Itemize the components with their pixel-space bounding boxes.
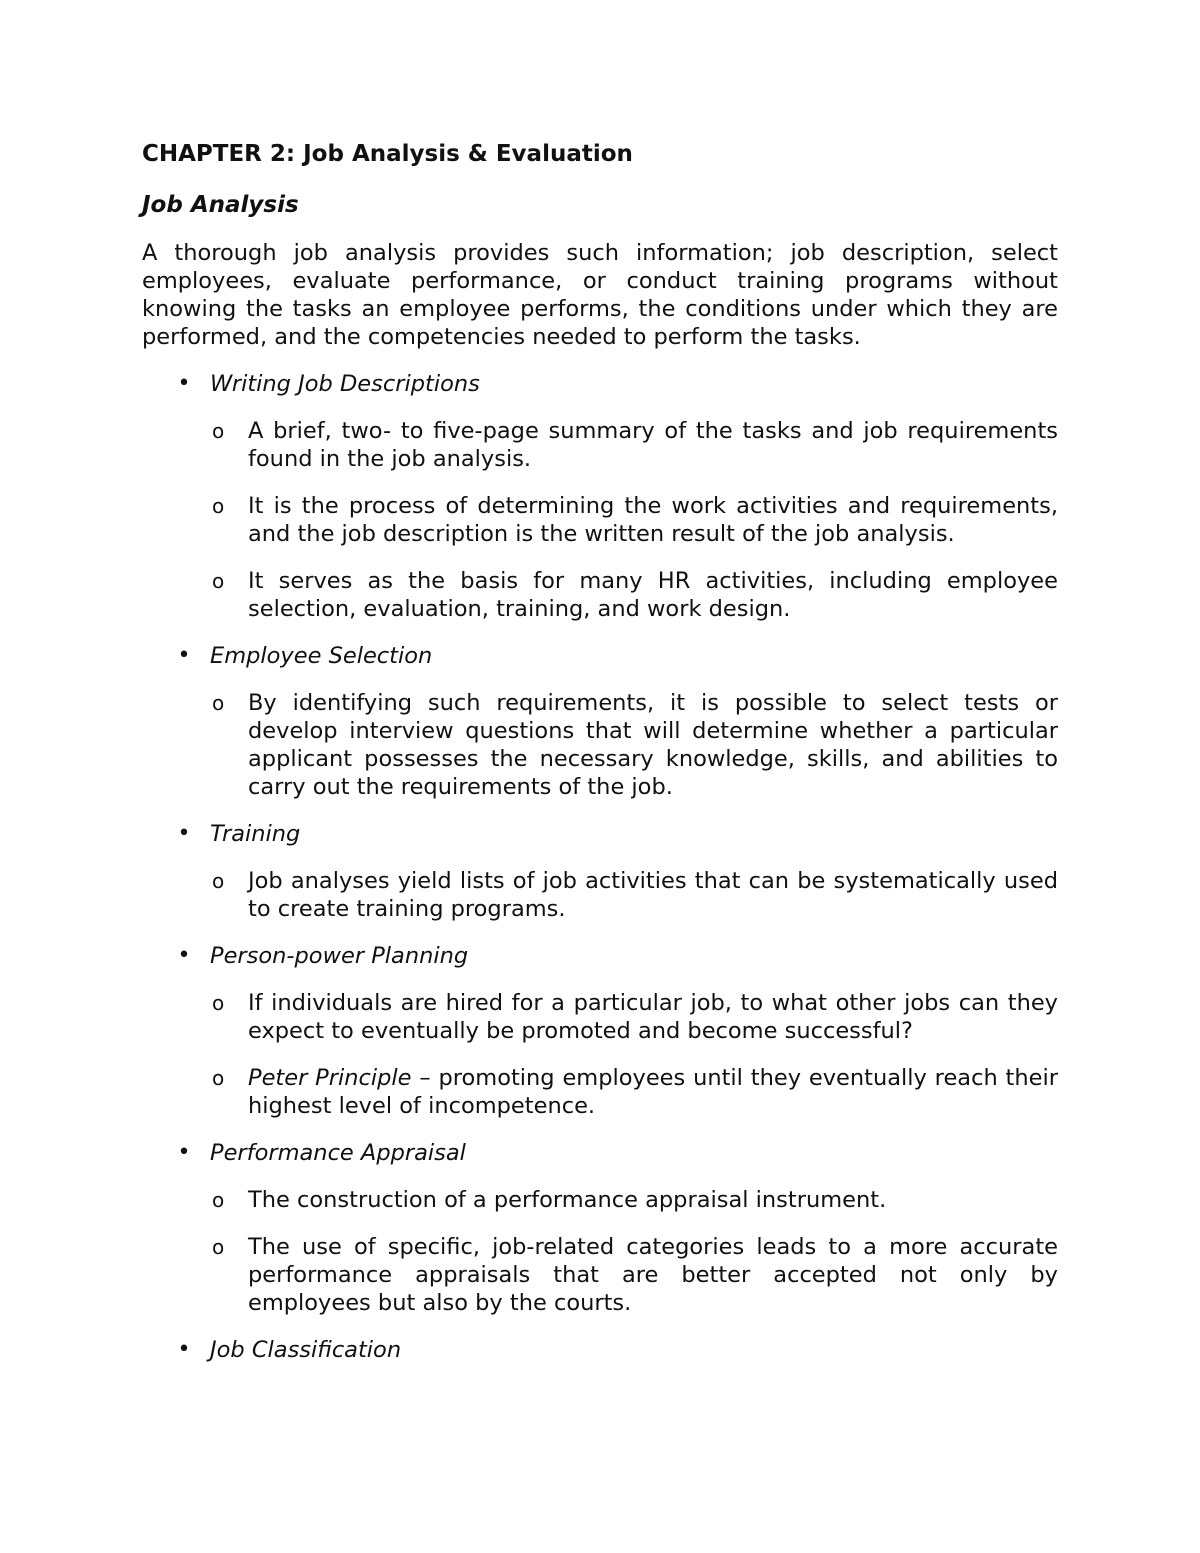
sub-point-text: Job analyses yield lists of job activities that can be systematically used to create training programs. [248,868,1058,922]
circle-bullet-icon: o [212,1235,225,1259]
bullet-icon: • [177,943,191,968]
circle-bullet-icon: o [212,569,225,593]
sub-point [142,567,1058,623]
circle-bullet-icon: o [212,869,225,893]
topic-label: Employee Selection [210,643,433,669]
sub-point-text: A brief, two- to five-page summary of the tasks and job requirements found in the job analysis. [248,418,1058,472]
sub-point [142,1064,1058,1120]
bullet-icon: • [177,1337,191,1362]
sub-point [142,1233,1058,1317]
circle-bullet-icon: o [212,991,225,1015]
topic-list [142,370,1058,1364]
sub-point [142,1186,1058,1214]
topic-label: Performance Appraisal [210,1140,466,1166]
bullet-icon: • [177,643,191,668]
sub-point-list [210,989,1058,1120]
sub-point [142,417,1058,473]
topic-item-training [142,820,1058,923]
sub-point-text: If individuals are hired for a particular job, to what other jobs can they expect to eventually be promoted and become successful? [248,990,1058,1044]
section-title: Job Analysis [142,192,299,218]
circle-bullet-icon: o [212,494,225,518]
topic-item-writing-job-descriptions [142,370,1058,623]
sub-point [142,689,1058,801]
topic-label: Writing Job Descriptions [210,371,480,397]
bullet-icon: • [177,1140,191,1165]
circle-bullet-icon: o [212,1066,225,1090]
sub-point-text: The construction of a performance appraisal instrument. [248,1187,887,1213]
topic-item-employee-selection [142,642,1058,801]
sub-point [142,989,1058,1045]
bullet-icon: • [177,821,191,846]
topic-label: Training [210,821,301,847]
sub-point-text: The use of specific, job-related categories leads to a more accurate performance appraisals that are better accepted not only by employees but also by the courts. [248,1234,1058,1316]
circle-bullet-icon: o [212,691,225,715]
circle-bullet-icon: o [212,1188,225,1212]
topic-item-performance-appraisal [142,1139,1058,1317]
sub-point [142,492,1058,548]
topic-label: Person-power Planning [210,943,469,969]
circle-bullet-icon: o [212,419,225,443]
sub-point-list [210,867,1058,923]
sub-point-list [210,689,1058,801]
sub-point-text: It serves as the basis for many HR activities, including employee selection, evaluation, training, and work design. [248,568,1058,622]
sub-point-list [210,417,1058,623]
sub-point-text: It is the process of determining the work activities and requirements, and the job description is the written result of the job analysis. [248,493,1058,547]
bullet-icon: • [177,371,191,396]
intro-paragraph: A thorough job analysis provides such information; job description, select employees, evaluate performance, or conduct training programs without knowing the tasks an employee performs, the conditions under which they are performed, and the competencies needed to perform the tasks. [142,240,1058,350]
sub-point-text: By identifying such requirements, it is possible to select tests or develop interview questions that will determine whether a particular applicant possesses the necessary knowledge, skills, and abilities to carry out the requirements of the job. [248,690,1058,800]
term-peter-principle: Peter Principle [248,1065,412,1091]
topic-item-job-classification [142,1336,1058,1364]
topic-item-person-power-planning [142,942,1058,1120]
sub-point [142,867,1058,923]
term-definition: – promoting employees until they eventually reach their highest level of incompetence. [248,1065,1058,1119]
chapter-title: CHAPTER 2: Job Analysis & Evaluation [142,141,633,167]
sub-point-list [210,1186,1058,1317]
document-page [142,138,1058,1383]
topic-label: Job Classification [210,1337,402,1363]
